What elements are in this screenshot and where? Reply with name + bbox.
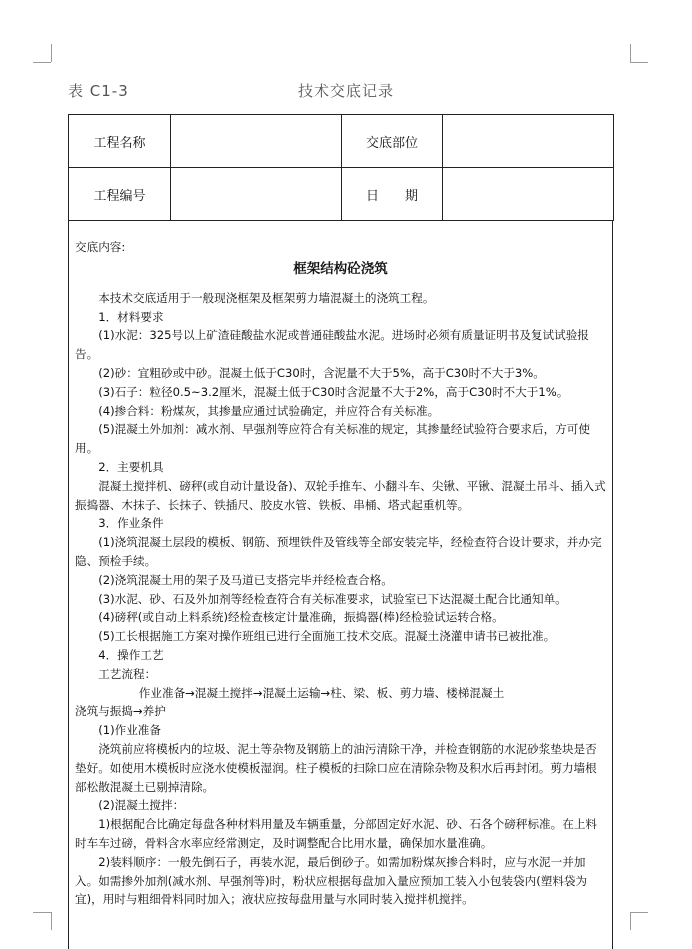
disclosure-content-box [68, 220, 613, 949]
paragraph: (4)掺合料：粉煤灰，其掺量应通过试验确定，并应符合有关标准。 [98, 403, 440, 418]
disclosure-content [69, 220, 612, 909]
process-flow-line: 作业准备→混凝土搅拌→混凝土运输→柱、梁、板、剪力墙、楼梯混凝土 [138, 685, 505, 700]
paragraph: 浇筑前应将模板内的垃圾、泥土等杂物及钢筋上的油污清除干净，并检查钢筋的水泥砂浆垫块是否垫好。如使用木模板时应浇水使模板湿润。柱子模板的扫除口应在清除杂物及积水后再封闭。剪力墙根部松散混凝土已剔掉清除。 [75, 741, 597, 794]
project-name-label: 工程名称 [69, 115, 171, 168]
paragraph: 工艺流程： [98, 666, 157, 681]
content-intro-label: 交底内容: [75, 240, 126, 254]
date-label: 日 期 [342, 168, 443, 221]
crop-mark-bottom-right-h [630, 912, 648, 913]
paragraph: (4)磅秤(或自动上料系统)经检查核定计量准确，振捣器(棒)经检验试运转合格。 [98, 610, 504, 625]
section-heading: 3．作业条件 [98, 516, 164, 531]
paragraph: (1)浇筑混凝土层段的模板、钢筋、预埋铁件及管线等全部安装完毕，经检查符合设计要求，并办完隐、预检手续。 [75, 535, 602, 568]
project-name-field[interactable] [171, 115, 342, 168]
paragraph: (1)作业准备 [98, 723, 161, 738]
project-no-label: 工程编号 [69, 168, 171, 221]
crop-mark-top-right-h [630, 62, 648, 63]
paragraph: 2)装料顺序：一般先倒石子，再装水泥，最后倒砂子。如需加粉煤灰掺合料时，应与水泥一并加入。如需掺外加剂(减水剂、早强剂等)时，粉状应根据每盘加入量应预加工装入小包装袋内(塑料袋为宜)，用时与粗细骨料同时加入；液状应按每盘用量与水同时装入搅拌机搅拌。 [75, 854, 588, 907]
content-title: 框架结构砼浇筑 [293, 260, 388, 277]
disclosure-part-field[interactable] [443, 115, 614, 168]
paragraph: 混凝土搅拌机、磅秤(或自动计量设备)、双轮手推车、小翻斗车、尖锹、平锹、混凝土吊斗、插入式振捣器、木抹子、长抹子、铁插尺、胶皮水管、铁板、串桶、塔式起重机等。 [75, 478, 606, 512]
paragraph: (2)砂：宜粗砂或中砂。混凝土低于C30时，含泥量不大于5%，高于C30时不大于3%。 [98, 365, 545, 380]
crop-mark-bottom-left-h [33, 912, 51, 913]
date-field[interactable] [443, 168, 614, 221]
paragraph: (3)水泥、砂、石及外加剂等经检查符合有关标准要求，试验室已下达混凝土配合比通知单。 [98, 591, 567, 606]
table-row [69, 168, 614, 221]
crop-mark-bottom-left-v [51, 912, 52, 930]
paragraph: (2)浇筑混凝土用的架子及马道已支搭完毕并经检查合格。 [98, 572, 393, 587]
crop-mark-bottom-right-v [630, 912, 631, 930]
crop-mark-top-left-h [33, 62, 51, 63]
paragraph: (5)混凝土外加剂：减水剂、早强剂等应符合有关标准的规定，其掺量经试验符合要求后，方可使用。 [75, 422, 590, 456]
process-flow-line: 浇筑与振捣→养护 [75, 704, 166, 719]
disclosure-part-label: 交底部位 [342, 115, 443, 168]
project-info-table [68, 114, 614, 221]
section-heading: 1．材料要求 [98, 309, 164, 324]
page-title: 技术交底记录 [297, 82, 394, 100]
paragraph: (3)石子：粒径0.5~3.2厘米，混凝土低于C30时含泥量不大于2%，高于C30时不大于1%。 [98, 384, 569, 399]
crop-mark-top-right-v [630, 44, 631, 62]
form-code: 表 C1-3 [68, 82, 129, 100]
paragraph: 1)根据配合比确定每盘各种材料用量及车辆重量，分部固定好水泥、砂、石各个磅秤标准。在上料时车车过磅，骨料含水率应经常测定，及时调整配合比用水量，确保加水量准确。 [75, 817, 598, 850]
crop-mark-top-left-v [51, 44, 52, 62]
section-heading: 2．主要机具 [98, 459, 164, 474]
project-no-field[interactable] [171, 168, 342, 221]
paragraph: (2)混凝土搅拌： [98, 798, 185, 813]
paragraph: (5)工长根据施工方案对操作班组已进行全面施工技术交底。混凝土浇灌申请书已被批准。 [98, 629, 556, 644]
paragraph: (1)水泥：325号以上矿渣硅酸盐水泥或普通硅酸盐水泥。进场时必须有质量证明书及复试试验报告。 [75, 328, 589, 362]
paragraph: 本技术交底适用于一般现浇框架及框架剪力墙混凝土的浇筑工程。 [98, 290, 435, 305]
table-row [69, 115, 614, 168]
section-heading: 4．操作工艺 [98, 647, 164, 662]
